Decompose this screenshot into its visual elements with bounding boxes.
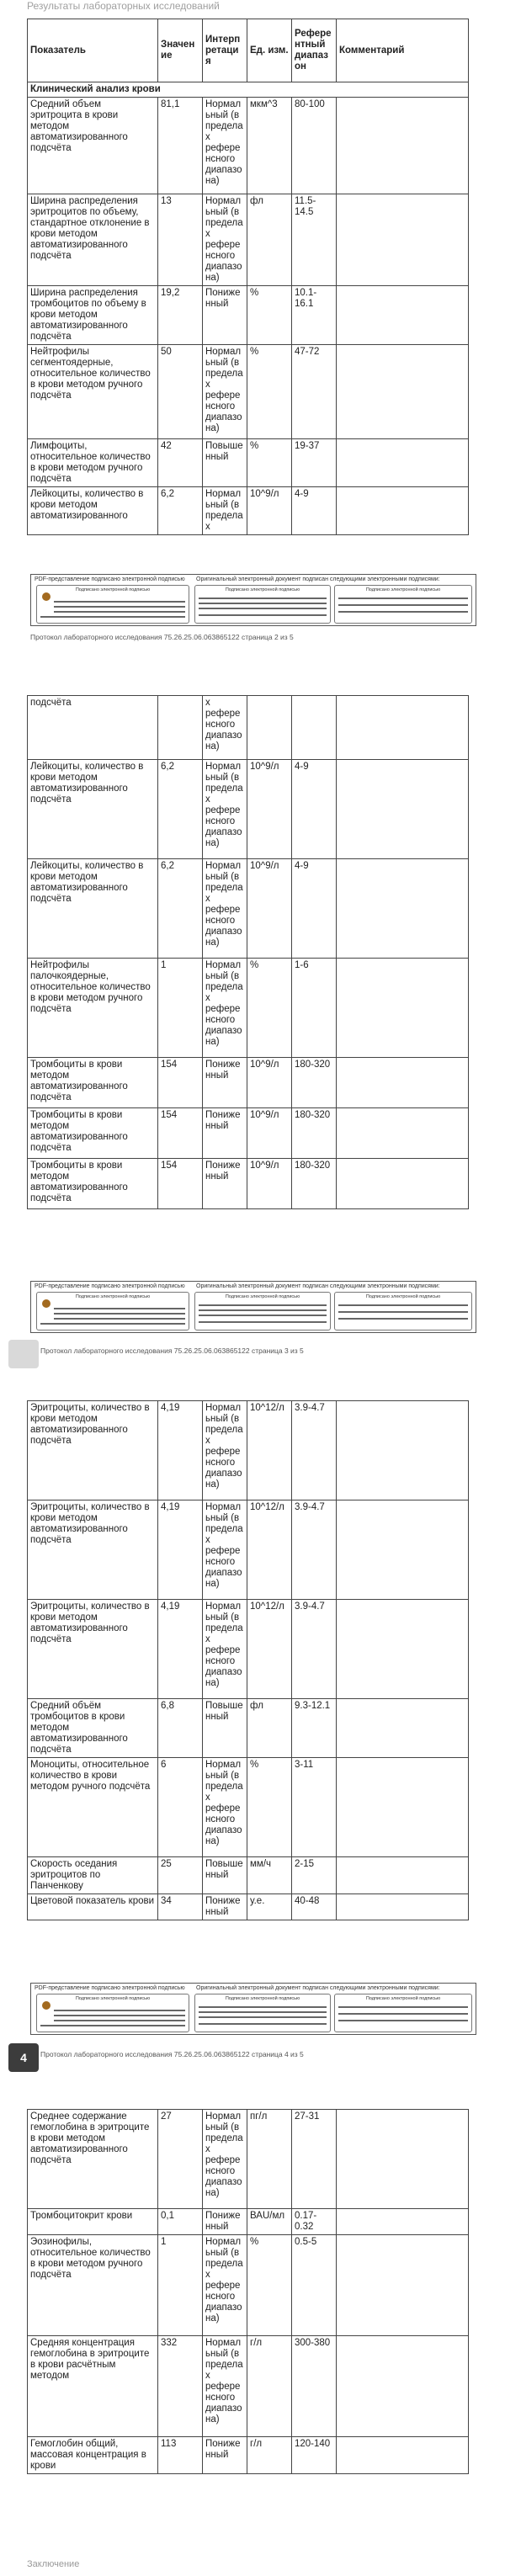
interpretation-cell: Пониженный (203, 1159, 247, 1209)
indicator-cell: Ширина распределения эритроцитов по объему, стандартное отклонение в крови методом автоматизированного подсчёта (28, 194, 158, 286)
table-row (28, 859, 469, 959)
interpretation-cell: Нормальный (в пределах референсного диапазона) (203, 1758, 247, 1857)
signature-card (334, 1292, 472, 1330)
comment-cell (337, 2209, 469, 2235)
unit-cell: 10^12/л (247, 1401, 292, 1500)
reference-cell: 3.9-4.7 (292, 1600, 337, 1699)
indicator-cell: Лейкоциты, количество в крови методом автоматизированного подсчёта (28, 859, 158, 959)
signature-original-label: Оригинальный электронный документ подписан следующими электронными подписями: (196, 1283, 440, 1289)
interpretation-cell: Нормальный (в пределах референсного диапазона) (203, 1500, 247, 1600)
col-header-unit: Ед. изм. (247, 19, 292, 82)
unit-cell: у.е. (247, 1894, 292, 1920)
results-table-page-4 (27, 2109, 469, 2474)
interpretation-cell: Нормальный (в пределах референсного диапазона) (203, 194, 247, 286)
value-cell: 27 (158, 2110, 203, 2209)
indicator-cell: Эритроциты, количество в крови методом автоматизированного подсчёта (28, 1401, 158, 1500)
signature-block (30, 1281, 476, 1333)
comment-cell (337, 1108, 469, 1159)
unit-cell: % (247, 2235, 292, 2336)
reference-cell: 120-140 (292, 2437, 337, 2474)
interpretation-cell: Нормальный (в пределах референсного диапазона) (203, 760, 247, 859)
interpretation-cell: Нормальный (в пределах референсного диапазона) (203, 1401, 247, 1500)
table-header-row (28, 19, 469, 82)
reference-cell: 180-320 (292, 1108, 337, 1159)
value-cell: 6,2 (158, 487, 203, 535)
signature-card-title: Подписано электронной подписью (75, 587, 151, 592)
comment-cell (337, 959, 469, 1058)
table-row (28, 2336, 469, 2437)
unit-cell: 10^9/л (247, 487, 292, 535)
value-cell: 6,8 (158, 1699, 203, 1758)
signature-pdf-label: PDF-представление подписано электронной подписью (35, 576, 185, 582)
unit-cell: 10^9/л (247, 859, 292, 959)
unit-cell: 10^9/л (247, 760, 292, 859)
value-cell: 154 (158, 1108, 203, 1159)
col-header-value: Значение (158, 19, 203, 82)
reference-cell: 11.5-14.5 (292, 194, 337, 286)
indicator-cell: Средний объем эритроцита в крови методом автоматизированного подсчёта (28, 98, 158, 194)
indicator-cell: Скорость оседания эритроцитов по Панченкову (28, 1857, 158, 1894)
indicator-cell: Средняя концентрация гемоглобина в эритроците в крови расчётным методом (28, 2336, 158, 2437)
value-cell: 6,2 (158, 859, 203, 959)
value-cell: 0,1 (158, 2209, 203, 2235)
signature-card-title: Подписано электронной подписью (75, 1996, 151, 2001)
reference-cell: 40-48 (292, 1894, 337, 1920)
signature-pdf-label: PDF-представление подписано электронной подписью (35, 1985, 185, 1991)
interpretation-cell: Нормальный (в пределах (203, 487, 247, 535)
comment-cell (337, 286, 469, 345)
section-title: Клинический анализ крови (28, 82, 469, 98)
emblem-icon (42, 2001, 50, 2010)
unit-cell: 10^9/л (247, 1159, 292, 1209)
signature-card-title: Подписано электронной подписью (365, 1996, 441, 2001)
indicator-cell: Тромбоциты в крови методом автоматизированного подсчёта (28, 1108, 158, 1159)
table-row (28, 345, 469, 439)
table-row (28, 1894, 469, 1920)
table-row (28, 2235, 469, 2336)
indicator-cell: Тромбоциты в крови методом автоматизированного подсчёта (28, 1058, 158, 1108)
interpretation-cell: Пониженный (203, 1894, 247, 1920)
signature-card (36, 585, 189, 624)
table-row (28, 2437, 469, 2474)
reference-cell: 4-9 (292, 487, 337, 535)
unit-cell (247, 696, 292, 760)
signature-card-title: Подписано электронной подписью (75, 1294, 151, 1299)
table-row (28, 1401, 469, 1500)
value-cell: 4,19 (158, 1500, 203, 1600)
unit-cell: фл (247, 194, 292, 286)
indicator-cell: Нейтрофилы палочкоядерные, относительное количество в крови методом ручного подсчёта (28, 959, 158, 1058)
unit-cell: % (247, 345, 292, 439)
signature-card-title: Подписано электронной подписью (365, 587, 441, 592)
protocol-page-label: Протокол лабораторного исследования 75.26.25.06.063865122 страница 4 из 5 (40, 2050, 304, 2058)
table-row (28, 959, 469, 1058)
interpretation-cell: Пониженный (203, 1108, 247, 1159)
unit-cell: % (247, 439, 292, 487)
indicator-cell: Нейтрофилы сегментоядерные, относительное количество в крови методом ручного подсчёта (28, 345, 158, 439)
interpretation-cell: Пониженный (203, 2437, 247, 2474)
value-cell: 4,19 (158, 1600, 203, 1699)
value-cell (158, 696, 203, 760)
unit-cell: фл (247, 1699, 292, 1758)
comment-cell (337, 1894, 469, 1920)
section-row (28, 82, 469, 98)
comment-cell (337, 1857, 469, 1894)
signature-card (334, 1994, 472, 2032)
comment-cell (337, 1401, 469, 1500)
comment-cell (337, 1159, 469, 1209)
interpretation-cell: Нормальный (в пределах референсного диапазона) (203, 859, 247, 959)
interpretation-cell: х референсного диапазона) (203, 696, 247, 760)
signature-card (334, 585, 472, 624)
comment-cell (337, 98, 469, 194)
interpretation-cell: Нормальный (в пределах референсного диапазона) (203, 2235, 247, 2336)
value-cell: 113 (158, 2437, 203, 2474)
unit-cell: мм/ч (247, 1857, 292, 1894)
interpretation-cell: Нормальный (в пределах референсного диапазона) (203, 2336, 247, 2437)
col-header-indicator: Показатель (28, 19, 158, 82)
table-row (28, 98, 469, 194)
signature-card-title: Подписано электронной подписью (365, 1294, 441, 1299)
unit-cell: пг/л (247, 2110, 292, 2209)
comment-cell (337, 1500, 469, 1600)
signature-pdf-label: PDF-представление подписано электронной подписью (35, 1283, 185, 1289)
table-row (28, 194, 469, 286)
comment-cell (337, 760, 469, 859)
unit-cell: 10^12/л (247, 1600, 292, 1699)
comment-cell (337, 487, 469, 535)
reference-cell (292, 696, 337, 760)
signature-card (36, 1292, 189, 1330)
signature-card-title: Подписано электронной подписью (225, 587, 300, 592)
reference-cell: 47-72 (292, 345, 337, 439)
comment-cell (337, 696, 469, 760)
value-cell: 332 (158, 2336, 203, 2437)
table-row (28, 1758, 469, 1857)
comment-cell (337, 2336, 469, 2437)
signature-block (30, 574, 476, 626)
signature-card (194, 1994, 331, 2032)
reference-cell: 10.1-16.1 (292, 286, 337, 345)
emblem-icon (42, 592, 50, 601)
interpretation-cell: Повышенный (203, 1699, 247, 1758)
protocol-page-label: Протокол лабораторного исследования 75.26.25.06.063865122 страница 2 из 5 (30, 633, 294, 641)
signature-card (194, 1292, 331, 1330)
reference-cell: 2-15 (292, 1857, 337, 1894)
value-cell: 25 (158, 1857, 203, 1894)
results-table-page-3 (27, 1400, 469, 1920)
indicator-cell: Ширина распределения тромбоцитов по объему в крови методом автоматизированного подсчёта (28, 286, 158, 345)
table-row (28, 439, 469, 487)
value-cell: 6 (158, 1758, 203, 1857)
interpretation-cell: Нормальный (в пределах референсного диапазона) (203, 2110, 247, 2209)
comment-cell (337, 1058, 469, 1108)
value-cell: 1 (158, 2235, 203, 2336)
comment-cell (337, 439, 469, 487)
indicator-cell: Тромбоцитокрит крови (28, 2209, 158, 2235)
indicator-cell: Лейкоциты, количество в крови методом автоматизированного (28, 487, 158, 535)
page-number-badge: 4 (8, 2043, 39, 2072)
unit-cell: % (247, 959, 292, 1058)
conclusion-heading: Заключение (27, 2559, 80, 2569)
signature-block (30, 1983, 476, 2035)
indicator-cell: Средний объём тромбоцитов в крови методом автоматизированного подсчёта (28, 1699, 158, 1758)
reference-cell: 180-320 (292, 1058, 337, 1108)
unit-cell: г/л (247, 2437, 292, 2474)
reference-cell: 3-11 (292, 1758, 337, 1857)
comment-cell (337, 2235, 469, 2336)
indicator-cell: Эритроциты, количество в крови методом автоматизированного подсчёта (28, 1500, 158, 1600)
protocol-page-label: Протокол лабораторного исследования 75.26.25.06.063865122 страница 3 из 5 (40, 1346, 304, 1355)
interpretation-cell: Пониженный (203, 2209, 247, 2235)
table-row (28, 2110, 469, 2209)
value-cell: 81,1 (158, 98, 203, 194)
comment-cell (337, 345, 469, 439)
unit-cell: 10^9/л (247, 1058, 292, 1108)
interpretation-cell: Повышенный (203, 439, 247, 487)
comment-cell (337, 194, 469, 286)
reference-cell: 0.5-5 (292, 2235, 337, 2336)
indicator-cell: Тромбоциты в крови методом автоматизированного подсчёта (28, 1159, 158, 1209)
comment-cell (337, 2110, 469, 2209)
reference-cell: 180-320 (292, 1159, 337, 1209)
indicator-cell: Моноциты, относительное количество в крови методом ручного подсчёта (28, 1758, 158, 1857)
unit-cell: % (247, 286, 292, 345)
indicator-cell: подсчёта (28, 696, 158, 760)
signature-card (36, 1994, 189, 2032)
table-row (28, 1108, 469, 1159)
table-row (28, 1699, 469, 1758)
unit-cell: г/л (247, 2336, 292, 2437)
signature-original-label: Оригинальный электронный документ подписан следующими электронными подписями: (196, 576, 440, 582)
value-cell: 6,2 (158, 760, 203, 859)
value-cell: 1 (158, 959, 203, 1058)
comment-cell (337, 2437, 469, 2474)
table-row (28, 1857, 469, 1894)
interpretation-cell: Повышенный (203, 1857, 247, 1894)
signature-card-title: Подписано электронной подписью (225, 1294, 300, 1299)
reference-cell: 1-6 (292, 959, 337, 1058)
unit-cell: мкм^3 (247, 98, 292, 194)
value-cell: 50 (158, 345, 203, 439)
indicator-cell: Эозинофилы, относительное количество в крови методом ручного подсчёта (28, 2235, 158, 2336)
table-row (28, 1500, 469, 1600)
reference-cell: 300-380 (292, 2336, 337, 2437)
unit-cell: ВАU/мл (247, 2209, 292, 2235)
reference-cell: 4-9 (292, 760, 337, 859)
interpretation-cell: Нормальный (в пределах референсного диапазона) (203, 98, 247, 194)
indicator-cell: Гемоглобин общий, массовая концентрация в крови (28, 2437, 158, 2474)
unit-cell: 10^9/л (247, 1108, 292, 1159)
unit-cell: 10^12/л (247, 1500, 292, 1600)
indicator-cell: Лейкоциты, количество в крови методом автоматизированного подсчёта (28, 760, 158, 859)
reference-cell: 4-9 (292, 859, 337, 959)
interpretation-cell: Нормальный (в пределах референсного диапазона) (203, 345, 247, 439)
value-cell: 154 (158, 1159, 203, 1209)
reference-cell: 3.9-4.7 (292, 1500, 337, 1600)
value-cell: 4,19 (158, 1401, 203, 1500)
indicator-cell: Среднее содержание гемоглобина в эритроците в крови методом автоматизированного подсчёта (28, 2110, 158, 2209)
col-header-reference: Референтный диапазон (292, 19, 337, 82)
value-cell: 154 (158, 1058, 203, 1108)
page-badge-blank (8, 1340, 39, 1368)
interpretation-cell: Нормальный (в пределах референсного диапазона) (203, 1600, 247, 1699)
interpretation-cell: Пониженный (203, 1058, 247, 1108)
reference-cell: 0.17-0.32 (292, 2209, 337, 2235)
comment-cell (337, 1758, 469, 1857)
signature-original-label: Оригинальный электронный документ подписан следующими электронными подписями: (196, 1985, 440, 1991)
indicator-cell: Цветовой показатель крови (28, 1894, 158, 1920)
value-cell: 13 (158, 194, 203, 286)
reference-cell: 3.9-4.7 (292, 1401, 337, 1500)
value-cell: 19,2 (158, 286, 203, 345)
reference-cell: 27-31 (292, 2110, 337, 2209)
comment-cell (337, 1600, 469, 1699)
results-table-page-1 (27, 19, 469, 535)
interpretation-cell: Пониженный (203, 286, 247, 345)
interpretation-cell: Нормальный (в пределах референсного диапазона) (203, 959, 247, 1058)
signature-card-title: Подписано электронной подписью (225, 1996, 300, 2001)
table-row (28, 1600, 469, 1699)
table-row (28, 286, 469, 345)
unit-cell: % (247, 1758, 292, 1857)
table-row (28, 487, 469, 535)
value-cell: 42 (158, 439, 203, 487)
table-row (28, 760, 469, 859)
page-header-title: Результаты лабораторных исследований (27, 0, 220, 12)
indicator-cell: Эритроциты, количество в крови методом автоматизированного подсчёта (28, 1600, 158, 1699)
reference-cell: 9.3-12.1 (292, 1699, 337, 1758)
comment-cell (337, 859, 469, 959)
table-row (28, 696, 469, 760)
indicator-cell: Лимфоциты, относительное количество в крови методом ручного подсчёта (28, 439, 158, 487)
reference-cell: 80-100 (292, 98, 337, 194)
col-header-interpretation: Интерпретация (203, 19, 247, 82)
table-row (28, 2209, 469, 2235)
signature-card (194, 585, 331, 624)
results-table-page-2 (27, 695, 469, 1209)
table-row (28, 1159, 469, 1209)
col-header-comment: Комментарий (337, 19, 469, 82)
comment-cell (337, 1699, 469, 1758)
emblem-icon (42, 1299, 50, 1308)
value-cell: 34 (158, 1894, 203, 1920)
table-row (28, 1058, 469, 1108)
reference-cell: 19-37 (292, 439, 337, 487)
